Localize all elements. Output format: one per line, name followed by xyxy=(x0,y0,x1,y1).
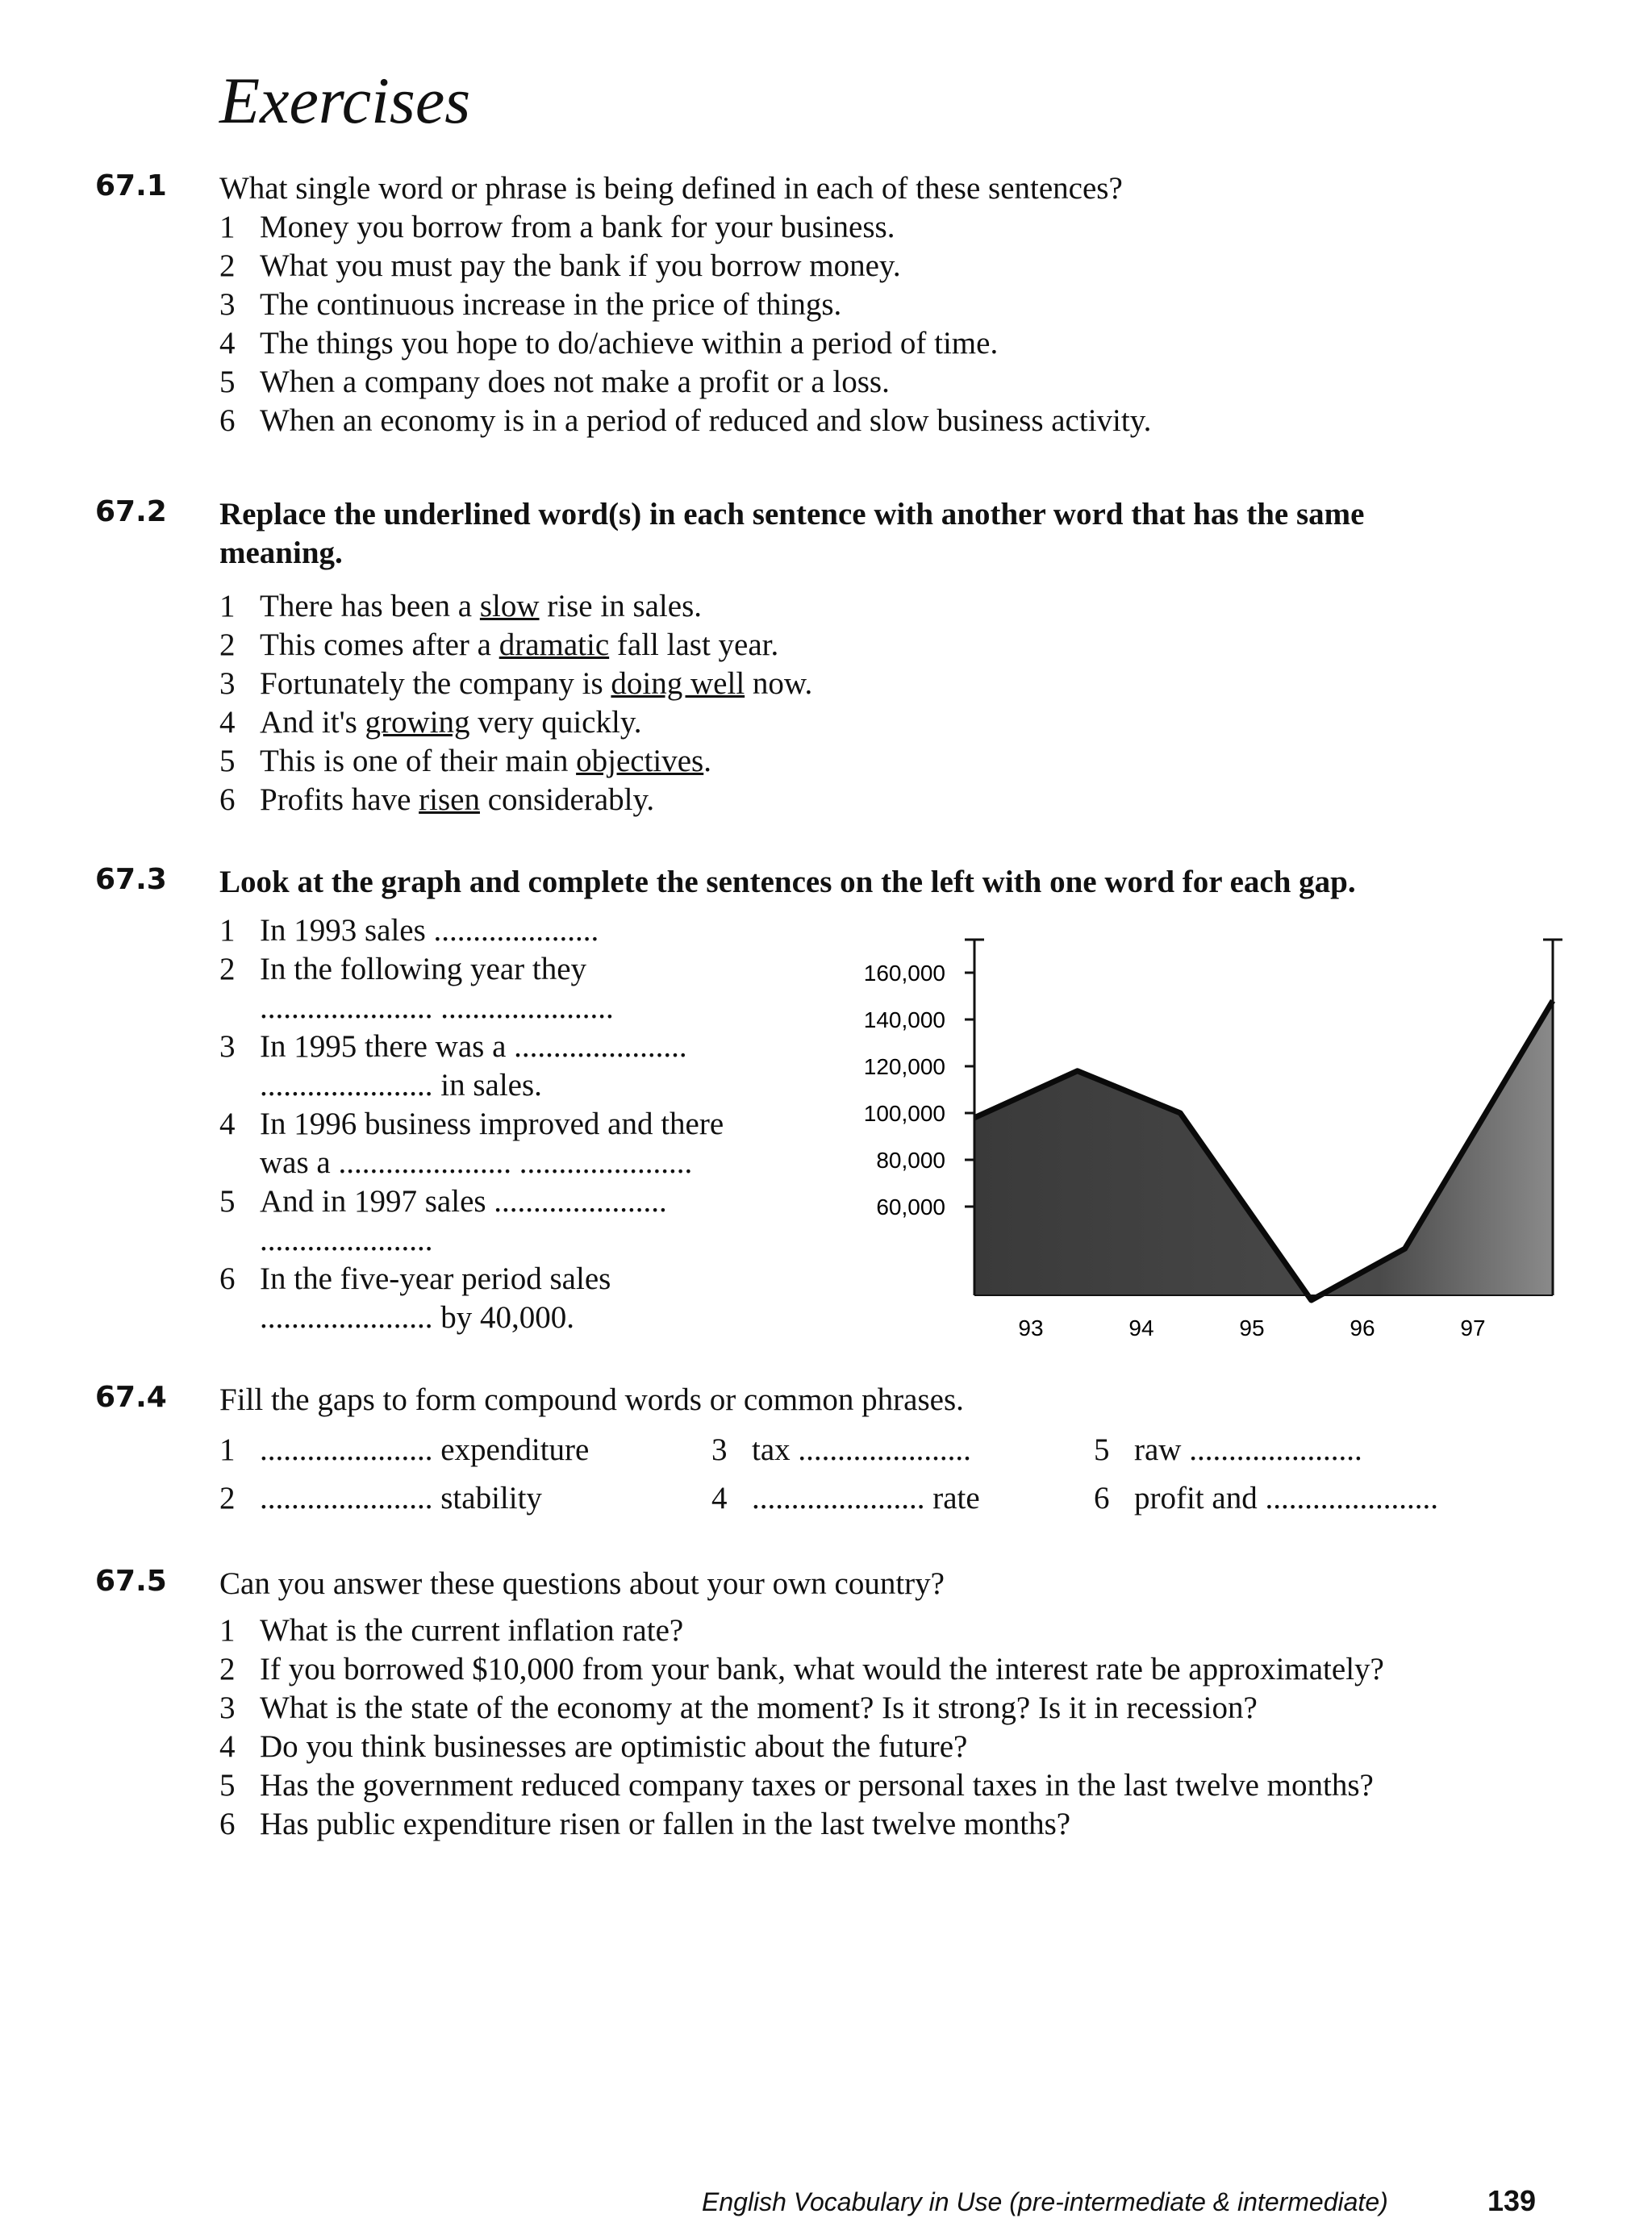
list-item: 3 Fortunately the company is doing well now. xyxy=(219,666,813,701)
exercise-number: 67.3 xyxy=(95,863,167,896)
y-tick-label: 100,000 xyxy=(863,1101,945,1126)
list-item: ...................... by 40,000. xyxy=(260,1300,574,1335)
y-tick-label: 160,000 xyxy=(863,961,945,986)
exercise-number: 67.2 xyxy=(95,495,167,528)
list-item: 4 In 1996 business improved and there xyxy=(219,1107,724,1141)
list-item: 5 This is one of their main objectives. xyxy=(219,744,711,778)
list-item: 3 tax ...................... xyxy=(711,1432,971,1467)
list-item: 5 raw ...................... xyxy=(1094,1432,1362,1467)
list-item: 4 Do you think businesses are optimistic about the future? xyxy=(219,1729,968,1764)
y-tick-label: 140,000 xyxy=(863,1007,945,1032)
list-item: 3 In 1995 there was a ...................... xyxy=(219,1029,687,1064)
exercise-question: Look at the graph and complete the sentences on the left with one word for each gap. xyxy=(219,865,1356,899)
list-item: 6 In the five-year period sales xyxy=(219,1261,611,1296)
list-item: 2 This comes after a dramatic fall last year. xyxy=(219,627,779,662)
exercise-number: 67.4 xyxy=(95,1381,167,1414)
exercise-question: Replace the underlined word(s) in each sentence with another word that has the same meaning. xyxy=(219,497,1365,570)
list-item: 2 If you borrowed $10,000 from your bank, what would the interest rate be approximately? xyxy=(219,1652,1384,1686)
underlined-word: objectives xyxy=(576,744,704,778)
x-tick-label: 95 xyxy=(1239,1315,1265,1340)
list-item: 2 What you must pay the bank if you borrow money. xyxy=(219,248,901,283)
list-item: 1 ...................... expenditure xyxy=(219,1432,590,1467)
exercise-question: What single word or phrase is being defined in each of these sentences? xyxy=(219,171,1123,206)
list-item: 1 In 1993 sales ..................... xyxy=(219,913,599,948)
exercise-number: 67.5 xyxy=(95,1565,167,1598)
list-item: 5 When a company does not make a profit or a loss. xyxy=(219,365,890,399)
list-item: 4 The things you hope to do/achieve within a period of time. xyxy=(219,326,999,361)
list-item: ...................... ...................... xyxy=(260,990,614,1025)
list-item: ...................... in sales. xyxy=(260,1068,542,1103)
underlined-word: growing xyxy=(365,705,470,740)
list-item: 1 Money you borrow from a bank for your business. xyxy=(219,210,895,244)
page-title: Exercises xyxy=(219,64,471,137)
underlined-word: doing well xyxy=(611,666,745,701)
list-item: 1 There has been a slow rise in sales. xyxy=(219,589,703,623)
x-tick-label: 96 xyxy=(1350,1315,1375,1340)
list-item: 6 profit and ...................... xyxy=(1094,1481,1438,1515)
x-tick-label: 97 xyxy=(1460,1315,1486,1340)
exercise-question: Fill the gaps to form compound words or common phrases. xyxy=(219,1382,964,1417)
list-item: 2 In the following year they xyxy=(219,952,587,986)
list-item: 5 And in 1997 sales ...................... xyxy=(219,1184,667,1219)
exercise-number: 67.1 xyxy=(95,169,167,202)
list-item: 3 The continuous increase in the price of things. xyxy=(219,287,842,322)
footer-book-title: English Vocabulary in Use (pre-intermediate & intermediate) xyxy=(702,2187,1388,2216)
sales-area xyxy=(974,1001,1553,1300)
list-item: 6 Has public expenditure risen or fallen in the last twelve months? xyxy=(219,1807,1071,1841)
list-item: 3 What is the state of the economy at the moment? Is it strong? Is it in recession? xyxy=(219,1691,1258,1725)
sales-line xyxy=(974,1001,1553,1300)
y-tick-label: 120,000 xyxy=(863,1054,945,1079)
x-tick-label: 93 xyxy=(1018,1315,1044,1340)
underlined-word: slow xyxy=(479,589,540,623)
y-tick-label: 60,000 xyxy=(876,1194,945,1219)
exercise-question: Can you answer these questions about your own country? xyxy=(219,1566,945,1601)
list-item: 6 When an economy is in a period of reduced and slow business activity. xyxy=(219,403,1152,438)
list-item: 5 Has the government reduced company taxes or personal taxes in the last twelve months? xyxy=(219,1768,1374,1803)
list-item: 2 ...................... stability xyxy=(219,1481,542,1515)
x-tick-label: 94 xyxy=(1128,1315,1154,1340)
list-item: 1 What is the current inflation rate? xyxy=(219,1613,684,1648)
y-tick-label: 80,000 xyxy=(876,1148,945,1173)
list-item: was a ...................... ...................... xyxy=(260,1145,693,1180)
list-item: 4 And it's growing very quickly. xyxy=(219,705,642,740)
list-item: 6 Profits have risen considerably. xyxy=(219,782,655,817)
underlined-word: risen xyxy=(419,782,480,817)
list-item: 4 ...................... rate xyxy=(711,1481,980,1515)
underlined-word: dramatic xyxy=(499,627,610,662)
page-number: 139 xyxy=(1487,2184,1537,2217)
list-item: ...................... xyxy=(260,1223,433,1257)
